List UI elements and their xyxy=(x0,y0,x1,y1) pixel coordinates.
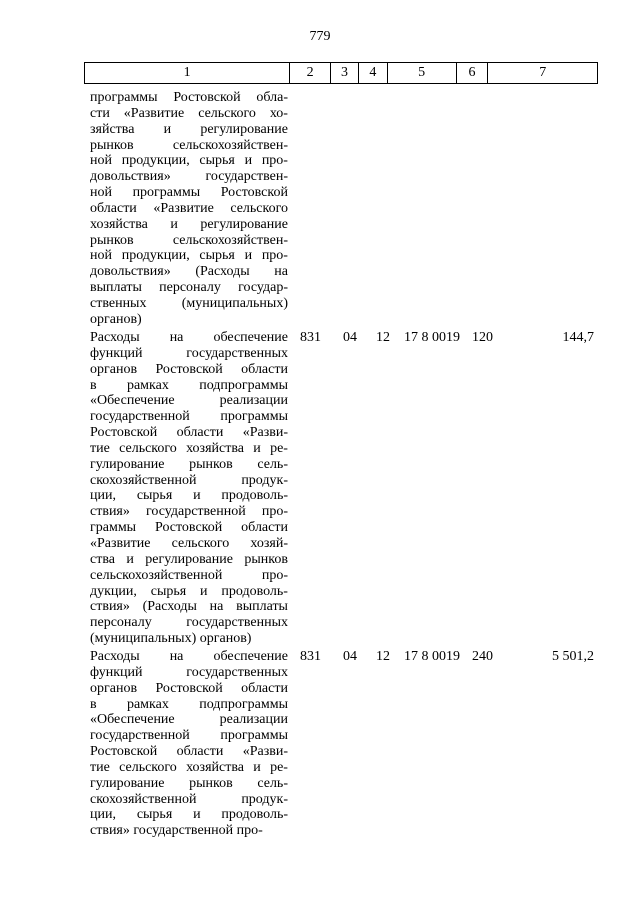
description-line: программы Ростовской обла- xyxy=(90,90,288,105)
description-line: сельскохозяйственной про- xyxy=(90,567,288,583)
description-line: выплаты персоналу государ- xyxy=(90,280,288,296)
description-line: ства и регулирование рынков xyxy=(90,551,288,567)
description-line: ции, сырья и продоволь- xyxy=(90,488,288,504)
description-line: органов) xyxy=(90,311,142,327)
description-line: ственных (муниципальных) xyxy=(90,295,288,311)
subsection-code: 12 xyxy=(376,649,390,664)
description-line: государственной программы xyxy=(90,728,288,744)
description-line: «Обеспечение реализации xyxy=(90,712,288,728)
description-line: ствия» (Расходы на выплаты xyxy=(90,599,288,615)
description-line: Расходы на обеспечение xyxy=(90,649,288,664)
description-line: функций государственных xyxy=(90,664,288,680)
description-line: довольствия» (Расходы на xyxy=(90,264,288,280)
description-line: Ростовской области «Разви- xyxy=(90,744,288,760)
expense-kind-code: 120 xyxy=(472,330,493,345)
description-line: рынков сельскохозяйствен- xyxy=(90,137,288,153)
ministry-code: 831 xyxy=(300,649,321,664)
amount-cell: 5 501,2 xyxy=(552,649,594,664)
header-col-6: 6 xyxy=(457,63,489,83)
section-code: 04 xyxy=(343,330,357,345)
description-line: хозяйства и регулирование xyxy=(90,216,288,232)
description-line: органов Ростовской области xyxy=(90,361,288,377)
description-line: (муниципальных) органов) xyxy=(90,631,252,647)
description-line: тие сельского хозяйства и ре- xyxy=(90,759,288,775)
description-line: скохозяйственной продук- xyxy=(90,472,288,488)
description-line: рынков сельскохозяйствен- xyxy=(90,232,288,248)
header-col-3: 3 xyxy=(331,63,359,83)
description-line: ствия» государственной про- xyxy=(90,823,263,839)
table-header-row xyxy=(84,62,598,84)
section-code: 04 xyxy=(343,649,357,664)
description-line: сти «Развитие сельского хо- xyxy=(90,105,288,121)
description-line: ной продукции, сырья и про- xyxy=(90,248,288,264)
description-line: государственной программы xyxy=(90,409,288,425)
expense-kind-code: 240 xyxy=(472,649,493,664)
description-line: гулирование рынков сель- xyxy=(90,775,288,791)
description-line: довольствия» государствен- xyxy=(90,169,288,185)
description-line: ствия» государственной про- xyxy=(90,504,288,520)
description-line: тие сельского хозяйства и ре- xyxy=(90,440,288,456)
ministry-code: 831 xyxy=(300,330,321,345)
header-col-1: 1 xyxy=(85,63,290,83)
subsection-code: 12 xyxy=(376,330,390,345)
description-line: ной программы Ростовской xyxy=(90,185,288,201)
description-line: дукции, сырья и продоволь- xyxy=(90,583,288,599)
description-line: в рамках подпрограммы xyxy=(90,377,288,393)
description-line: персоналу государственных xyxy=(90,615,288,631)
target-article-code: 17 8 0019 xyxy=(404,649,460,664)
row-description xyxy=(90,330,288,647)
header-col-4: 4 xyxy=(359,63,388,83)
description-line: в рамках подпрограммы xyxy=(90,696,288,712)
description-line: скохозяйственной продук- xyxy=(90,791,288,807)
description-line: «Обеспечение реализации xyxy=(90,393,288,409)
description-line: Расходы на обеспечение xyxy=(90,330,288,345)
row-description xyxy=(90,90,288,328)
description-line: функций государственных xyxy=(90,345,288,361)
description-line: Ростовской области «Разви- xyxy=(90,425,288,441)
description-line: ной продукции, сырья и про- xyxy=(90,153,288,169)
description-line: ции, сырья и продоволь- xyxy=(90,807,288,823)
description-line: зяйства и регулирование xyxy=(90,121,288,137)
row-description xyxy=(90,649,288,839)
header-col-5: 5 xyxy=(388,63,457,83)
header-col-7: 7 xyxy=(539,65,547,80)
page-number: 779 xyxy=(309,29,331,44)
target-article-code: 17 8 0019 xyxy=(404,330,460,345)
description-line: «Развитие сельского хозяй- xyxy=(90,535,288,551)
amount-cell: 144,7 xyxy=(562,330,594,345)
description-line: гулирование рынков сель- xyxy=(90,456,288,472)
description-line: органов Ростовской области xyxy=(90,680,288,696)
description-line: области «Развитие сельского xyxy=(90,200,288,216)
description-line: граммы Ростовской области xyxy=(90,520,288,536)
header-col-2: 2 xyxy=(290,63,331,83)
